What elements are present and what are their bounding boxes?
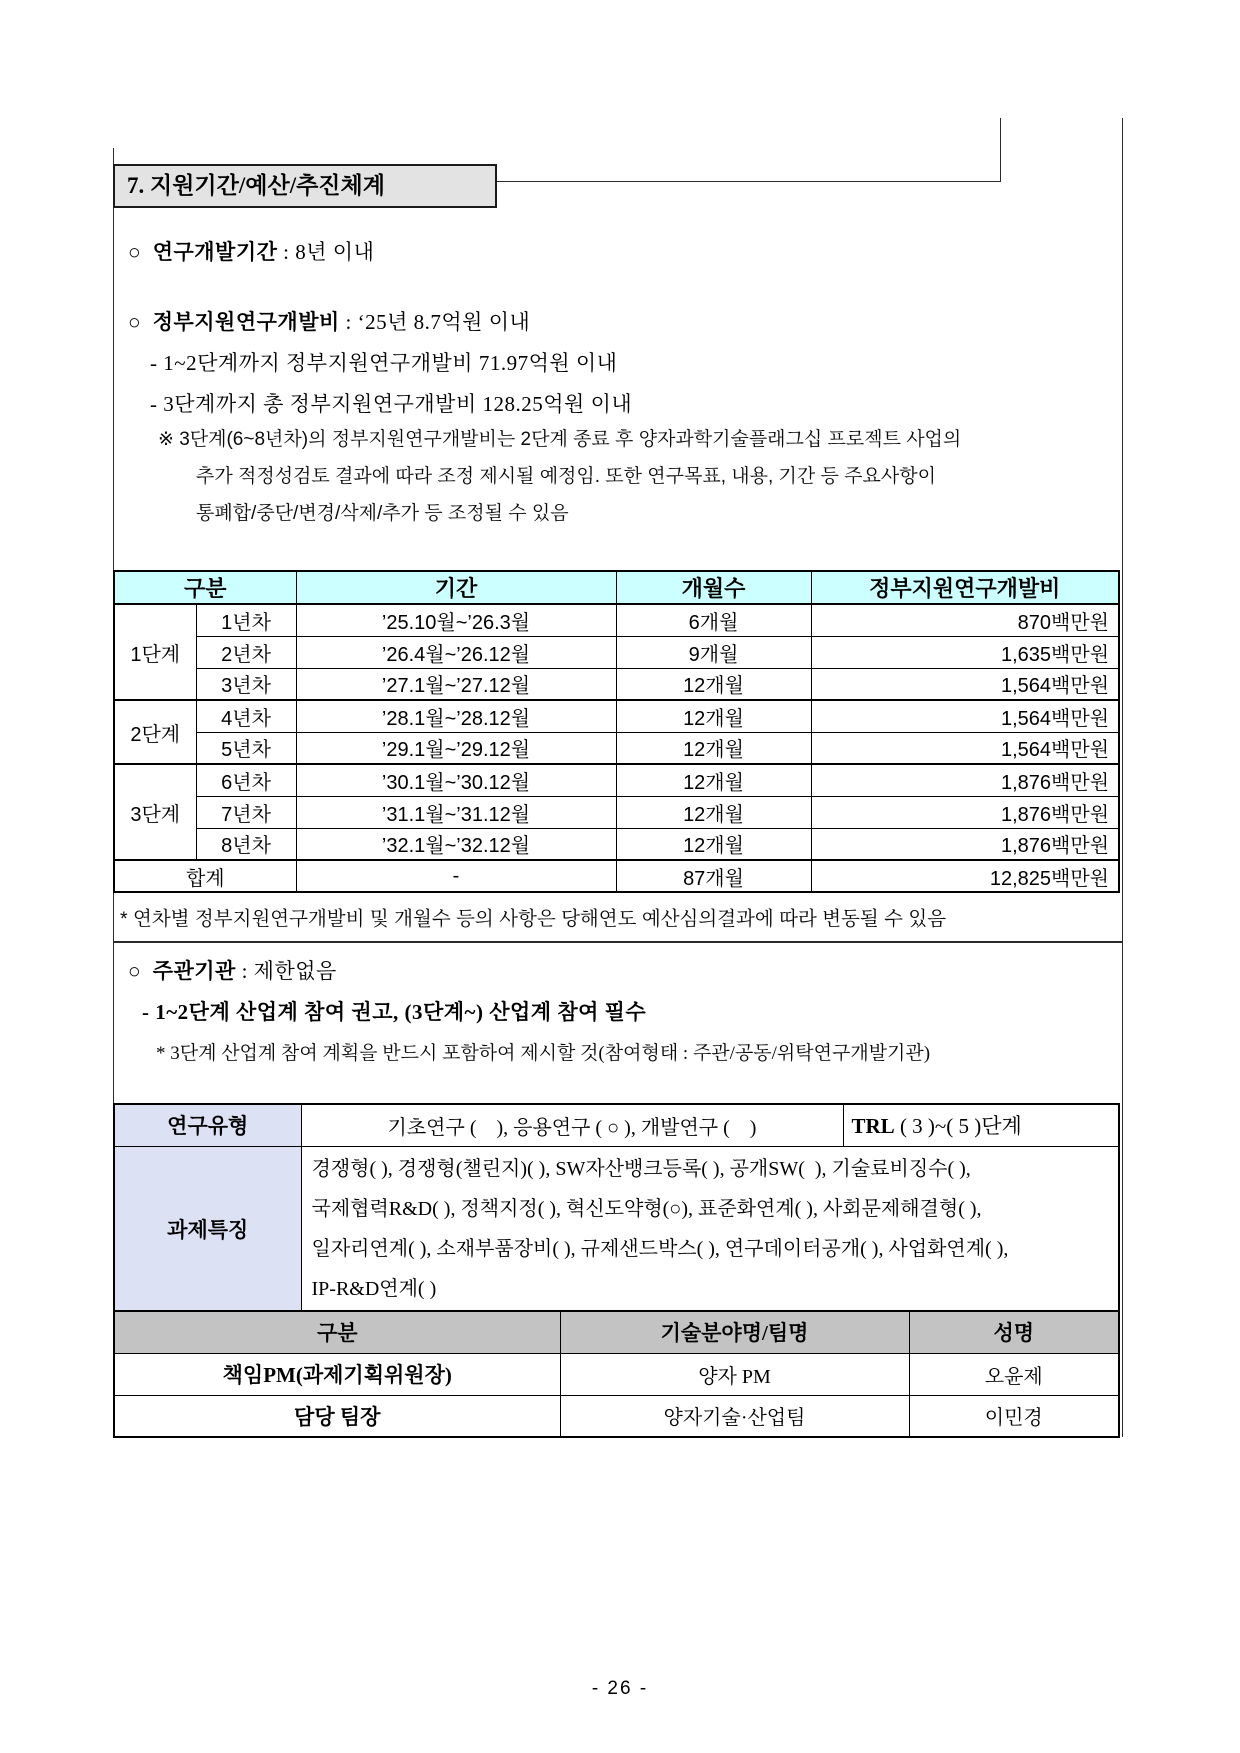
pm-role-cell: 담당 팀장 (114, 1395, 560, 1437)
stage-cell: 2단계 (114, 700, 196, 764)
table-row (114, 732, 1119, 764)
feature-row (114, 1146, 1119, 1312)
table-row (114, 1353, 1119, 1395)
pm-role-cell: 책임PM(과제기획위원장) (114, 1353, 560, 1395)
months-cell: 12개월 (616, 796, 811, 828)
pm-name-cell: 이민경 (909, 1395, 1119, 1437)
year-cell: 4년차 (196, 700, 296, 732)
period-cell: ’28.1월~’28.12월 (296, 700, 616, 732)
industry-participation-note: * 3단계 산업계 참여 계획을 반드시 포함하여 제시할 것(참여형태 : 주관/공동/위탁연구개발기관) (156, 1043, 931, 1064)
table-row (114, 636, 1119, 668)
pm-header-gubun: 구분 (114, 1311, 560, 1353)
months-cell: 12개월 (616, 668, 811, 700)
gov-fund-sub2: - 3단계까지 총 정부지원연구개발비 128.25억원 이내 (150, 392, 633, 416)
feature-line: IP-R&D연계( ) (311, 1277, 437, 1300)
budget-table-header-row (114, 571, 1119, 604)
gov-fund-value: : ‘25년 8.7억원 이내 (339, 310, 531, 334)
table-row (114, 700, 1119, 732)
period-cell: ’29.1월~’29.12월 (296, 732, 616, 764)
budget-header-budget: 정부지원연구개발비 (811, 571, 1119, 604)
budget-cell: 870백만원 (811, 604, 1119, 636)
period-cell: ’31.1월~’31.12월 (296, 796, 616, 828)
budget-cell: 1,564백만원 (811, 700, 1119, 732)
period-cell: ’26.4월~’26.12월 (296, 636, 616, 668)
host-org-line (128, 955, 337, 985)
industry-participation-line: - 1~2단계 산업계 참여 권고, (3단계~) 산업계 참여 필수 (142, 1000, 647, 1024)
research-type-label: 연구유형 (114, 1104, 301, 1146)
period-cell: ’32.1월~’32.12월 (296, 828, 616, 860)
rnd-period-value: : 8년 이내 (277, 240, 375, 264)
budget-cell: 1,635백만원 (811, 636, 1119, 668)
budget-cell: 1,876백만원 (811, 828, 1119, 860)
total-months-cell: 87개월 (616, 860, 811, 892)
feature-line: 국제협력R&D( ), 정책지정( ), 혁신도약형(○), 표준화연계( ), 사회문제해결형( ), (311, 1197, 982, 1220)
pm-table (113, 1310, 1120, 1438)
year-cell: 1년차 (196, 604, 296, 636)
host-org-label: 주관기관 (152, 959, 236, 983)
section-divider-line (113, 941, 1122, 943)
table-row (114, 764, 1119, 796)
section-title (113, 164, 497, 208)
months-cell: 12개월 (616, 732, 811, 764)
bullet-icon: ○ (128, 310, 142, 334)
stage-cell: 1단계 (114, 604, 196, 700)
trl-label: TRL (851, 1114, 895, 1139)
research-type-row (114, 1104, 1119, 1146)
research-type-value: 기초연구 ( ), 응용연구 ( ○ ), 개발연구 ( ) (301, 1104, 843, 1146)
page-number: - 26 - (591, 1678, 649, 1699)
budget-cell: 1,876백만원 (811, 796, 1119, 828)
table-row (114, 828, 1119, 860)
stage-cell: 3단계 (114, 764, 196, 860)
table-row (114, 604, 1119, 636)
budget-cell: 1,564백만원 (811, 732, 1119, 764)
total-label-cell: 합계 (114, 860, 296, 892)
year-cell: 3년차 (196, 668, 296, 700)
section-title-text: 7. 지원기간/예산/추진체계 (127, 173, 385, 198)
table-row (114, 1395, 1119, 1437)
period-cell: ’30.1월~’30.12월 (296, 764, 616, 796)
feature-label: 과제특징 (114, 1146, 301, 1312)
frame-line-right (1122, 118, 1123, 1437)
gov-fund-line (128, 306, 530, 336)
rnd-period-line (128, 236, 374, 266)
months-cell: 12개월 (616, 828, 811, 860)
trl-value: ( 3 )~( 5 )단계 (894, 1114, 1022, 1139)
frame-tick-top-right (1000, 118, 1001, 182)
pm-header-team: 기술분야명/팀명 (560, 1311, 909, 1353)
months-cell: 12개월 (616, 764, 811, 796)
budget-header-gubun: 구분 (114, 571, 296, 604)
year-cell: 2년차 (196, 636, 296, 668)
months-cell: 12개월 (616, 700, 811, 732)
frame-line-top (497, 181, 1000, 182)
table-row (114, 668, 1119, 700)
rnd-period-label: 연구개발기간 (152, 240, 278, 264)
host-org-value: : 제한없음 (235, 959, 337, 983)
feature-line: 경쟁형( ), 경쟁형(챌린지)( ), SW자산뱅크등록( ), 공개SW( ), 기술료비징수( ), (311, 1157, 971, 1180)
budget-header-period: 기간 (296, 571, 616, 604)
budget-cell: 1,876백만원 (811, 764, 1119, 796)
year-cell: 8년차 (196, 828, 296, 860)
feature-line: 일자리연계( ), 소재부품장비( ), 규제샌드박스( ), 연구데이터공개( ), 사업화연계( ), (311, 1237, 1009, 1260)
gov-fund-note-line2: 추가 적정성검토 결과에 따라 조정 제시될 예정임. 또한 연구목표, 내용, 기간 등 주요사항이 (196, 466, 936, 487)
period-cell: ’25.10월~’26.3월 (296, 604, 616, 636)
trl-cell (843, 1104, 1119, 1146)
pm-team-cell: 양자 PM (560, 1353, 909, 1395)
budget-cell: 1,564백만원 (811, 668, 1119, 700)
table-total-row (114, 860, 1119, 892)
pm-team-cell: 양자기술·산업팀 (560, 1395, 909, 1437)
budget-table-note: * 연차별 정부지원연구개발비 및 개월수 등의 사항은 당해연도 예산심의결과에 따라 변동될 수 있음 (120, 908, 947, 930)
year-cell: 5년차 (196, 732, 296, 764)
pm-header-name: 성명 (909, 1311, 1119, 1353)
research-type-table (113, 1103, 1120, 1313)
gov-fund-note-line1: ※ 3단계(6~8년차)의 정부지원연구개발비는 2단계 종료 후 양자과학기술플래그십 프로젝트 사업의 (158, 429, 962, 450)
period-cell: ’27.1월~’27.12월 (296, 668, 616, 700)
year-cell: 6년차 (196, 764, 296, 796)
year-cell: 7년차 (196, 796, 296, 828)
feature-values (301, 1146, 1119, 1312)
bullet-icon: ○ (128, 240, 142, 264)
pm-table-header-row (114, 1311, 1119, 1353)
bullet-icon: ○ (128, 959, 142, 983)
months-cell: 6개월 (616, 604, 811, 636)
total-budget-cell: 12,825백만원 (811, 860, 1119, 892)
table-row (114, 796, 1119, 828)
gov-fund-note-line3: 통폐합/중단/변경/삭제/추가 등 조정될 수 있음 (196, 503, 569, 524)
budget-table (113, 570, 1120, 893)
pm-name-cell: 오윤제 (909, 1353, 1119, 1395)
gov-fund-label: 정부지원연구개발비 (152, 310, 340, 334)
gov-fund-sub1: - 1~2단계까지 정부지원연구개발비 71.97억원 이내 (150, 351, 618, 375)
months-cell: 9개월 (616, 636, 811, 668)
budget-header-months: 개월수 (616, 571, 811, 604)
total-period-cell: - (296, 860, 616, 892)
